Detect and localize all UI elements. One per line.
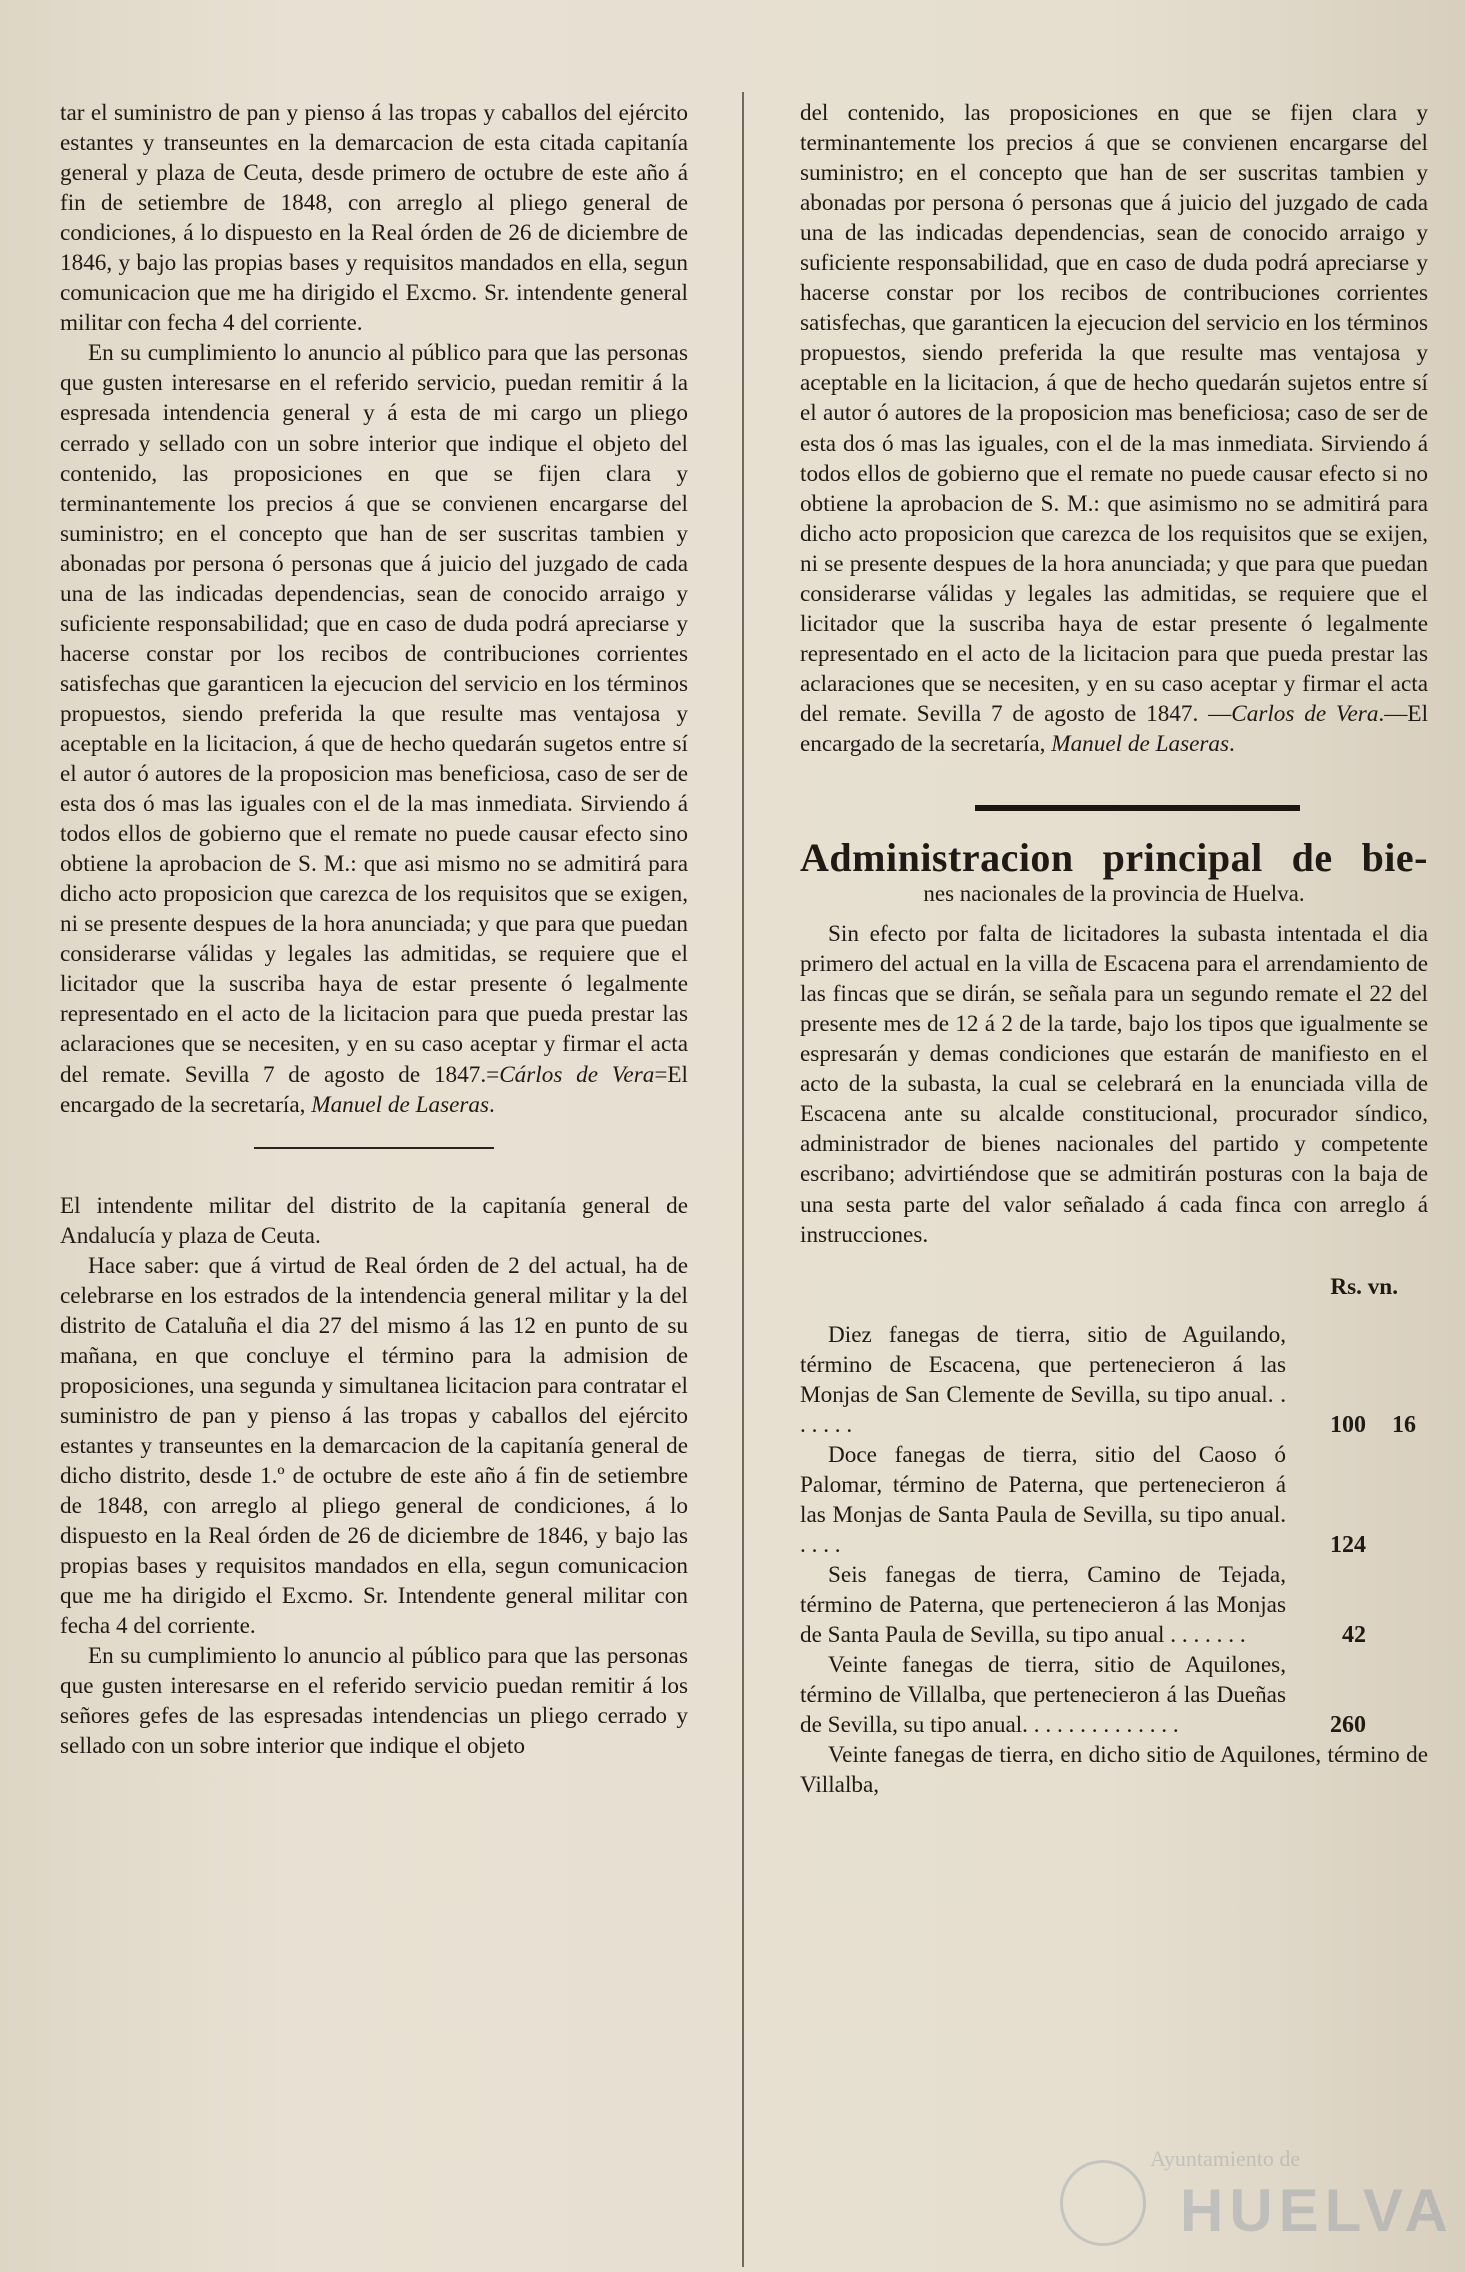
- signature-end: .: [1229, 730, 1235, 757]
- currency-units-label: Rs. vn.: [1330, 1273, 1398, 1300]
- subasta-paragraph: Sin efecto por falta de licitadores la subasta intentada el dia primero del actual en la villa de Escacena para el arrendamiento de las fincas que se dirán, se señala para un segundo remate el 22 del presente mes de 12 á 2 de la tarde, bajo los tipos que igualmente se espresarán y demas condiciones que estarán de manifiesto en el acto de la subasta, la cual se celebrará en la enunciada villa de Escacena ante su alcalde constitucional, procurador síndico, administrador de bienes nacionales del partido y competente escribano; advirtiéndose que se admitirán posturas con la baja de una sesta parte del valor señalado á cada finca con arreglo á instrucciones.: [800, 921, 1428, 1248]
- watermark-large-text: HUELVA: [1180, 2177, 1454, 2244]
- signature-end: .: [489, 1091, 495, 1118]
- lot-reales: 100: [1330, 1411, 1366, 1438]
- left-continuation-paragraph: tar el suministro de pan y pienso á las tropas y caballos del ejército estantes y transeuntes en la demarcacion de esta citada capitanía general y plaza de Ceuta, desde primero de octubre de este año á fin de setiembre de 1848, con arreglo al pliego general de condiciones, á lo dispuesto en la Real órden de 26 de diciembre de 1846, y bajo las propias bases y requisitos mandados en ella, segun comunicacion que me ha dirigido el Excmo. Sr. intendente general militar con fecha 4 del corriente.: [60, 100, 688, 337]
- right-column: [800, 98, 1428, 1800]
- left-announcement-paragraph: [60, 338, 688, 1119]
- right-continuation-paragraph: [800, 98, 1428, 759]
- section-divider-thick: [975, 805, 1300, 811]
- lot-amount: [1286, 1410, 1428, 1440]
- lot-description: Diez fanegas de tierra, sitio de Aguilando, término de Escacena, que pertenecieron á las Monjas de San Clemente de Sevilla, su tipo anual. . . . . . .: [800, 1321, 1286, 1438]
- signatory-name: Cárlos de Vera: [499, 1061, 655, 1088]
- section-divider: [254, 1147, 494, 1149]
- final-lot-paragraph: Veinte fanegas de tierra, en dicho sitio de Aquilones, término de Villalba,: [800, 1742, 1428, 1799]
- watermark-small-text: Ayuntamiento de: [1150, 2146, 1301, 2171]
- lot-description: Doce fanegas de tierra, sitio del Caoso ó Palomar, término de Paterna, que pertenecieron á las Monjas de Santa Paula de Sevilla, su tipo anual. . . . .: [800, 1441, 1286, 1558]
- archive-watermark: [1060, 2140, 1454, 2245]
- lot-description: Seis fanegas de tierra, Camino de Tejada, término de Paterna, que pertenecieron á las Monjas de Santa Paula de Sevilla, su tipo anual . . . . . . .: [800, 1562, 1286, 1649]
- lot-amount: [1286, 1620, 1428, 1650]
- lot-reales: 124: [1330, 1531, 1366, 1558]
- signature-separator: —: [1198, 700, 1232, 727]
- lot-amount: [1286, 1710, 1428, 1740]
- lot-amount: [1286, 1530, 1428, 1560]
- coat-of-arms-icon: [1060, 2160, 1146, 2246]
- signature-separator: =: [486, 1061, 500, 1088]
- property-lot: [800, 1320, 1428, 1440]
- property-lot: [800, 1560, 1428, 1650]
- property-lot: [800, 1650, 1428, 1740]
- lot-reales: 42: [1342, 1622, 1366, 1649]
- cumplimiento-paragraph: En su cumplimiento lo anuncio al público para que las personas que gusten interesarse en el referido servicio puedan remitir á los señores gefes de las espresadas intendencias un pliego cerrado y sellado con un sobre interior que indique el objeto: [60, 1643, 688, 1760]
- signatory-name: Carlos de Vera: [1231, 700, 1379, 727]
- secretary-name: Manuel de Laseras: [311, 1091, 490, 1118]
- secretary-title: .—El encargado de la secretaría,: [800, 700, 1429, 757]
- secretary-title: =El encargado de la secretaría,: [60, 1061, 688, 1118]
- lot-reales: 260: [1330, 1712, 1366, 1739]
- lot-description: Veinte fanegas de tierra, sitio de Aquilones, término de Villalba, que pertenecieron á las Dueñas de Sevilla, su tipo anual. . . . . . . . . . . . . .: [800, 1652, 1286, 1739]
- intendente-heading: El intendente militar del distrito de la capitanía general de Andalucía y plaza de Ceuta.: [60, 1192, 688, 1249]
- property-lot: [800, 1440, 1428, 1560]
- secretary-name: Manuel de Laseras: [1051, 730, 1230, 757]
- left-announcement-text: En su cumplimiento lo anuncio al público para que las personas que gusten interesarse en el referido servicio, puedan remitir á la espresada intendencia general y á esta de mi cargo un pliego cerrado y sellado con un sobre interior que indique el objeto del contenido, las proposiciones en que se fijen clara y terminantemente los precios á que se convienen encargarse del suministro; en el concepto que han de ser suscritas tambien y abonadas por persona ó personas que á juicio del juzgado de cada una de las indicadas dependencias, sean de conocido arraigo y suficiente responsabilidad; que en caso de duda podrá apreciarse y hacerse constar por los recibos de contribuciones corrientes satisfechas que garanticen la ejecucion del servicio en los términos propuestos, siendo preferida la que resulte mas ventajosa y aceptable en la licitacion, á que de hecho quedarán sugetos entre sí el autor ó autores de la proposicion mas beneficiosa, caso de ser de esta dos ó mas las iguales con el de la mas inmediata. Sirviendo á todos ellos de gobierno que el remate no puede causar efecto sino obtiene la aprobacion de S. M.: que asi mismo no se admitirá para dicho acto proposicion que carezca de los requisitos que se exigen, ni se presente despues de la hora anunciada; y que para que puedan considerarse válidas y legales las admitidas, se requiere que el licitador que la suscriba haya de estar presente ó legalmente representado en el acto de la licitacion para que pueda prestar las aclaraciones que se necesiten, y en su caso aceptar y firmar el acta del remate. Sevilla 7 de agosto de 1847.: [60, 340, 688, 1088]
- section-heading: Administracion principal de bie-: [800, 835, 1428, 881]
- hace-saber-paragraph: Hace saber: que á virtud de Real órden de 2 del actual, ha de celebrarse en los estrados de la intendencia general militar y la del distrito de Cataluña el dia 27 del mismo á las 12 en punto de su mañana, en que concluye el término para la admision de proposiciones, una segunda y simultanea licitacion para contratar el suministro de pan y pienso á las tropas y caballos del ejército estantes y transeuntes en la demarcacion de la capitanía general de dicho distrito, desde 1.º de octubre de este año á fin de setiembre de 1848, con arreglo al pliego general de condiciones, á lo dispuesto en la Real órden de 26 de diciembre de 1846, y bajo las propias bases y requisitos mandados en ella, segun comunicacion que me ha dirigido el Excmo. Sr. Intendente general militar con fecha 4 del corriente.: [60, 1252, 688, 1640]
- column-divider: [742, 92, 744, 2267]
- right-continuation-text: del contenido, las proposiciones en que se fijen clara y terminantemente los precios á que se convienen encargarse del suministro; en el concepto que han de ser suscritas tambien y abonadas por persona ó personas que á juicio del juzgado de cada una de las indicadas dependencias, sean de conocido arraigo y suficiente responsabilidad, que en caso de duda podrá apreciarse y hacerse constar por los recibos de contribuciones corrientes satisfechas, que garanticen la ejecucion del servicio en los términos propuestos, siendo preferida la que resulte mas ventajosa y aceptable en la licitacion, á que de hecho quedarán sujetos entre sí el autor ó autores de la proposicion mas beneficiosa; caso de ser de esta dos ó mas las iguales, con el de la mas inmediata. Sirviendo á todos ellos de gobierno que el remate no puede causar efecto si no obtiene la aprobacion de S. M.: que asimismo no se admitirá para dicho acto proposicion que carezca de los requisitos que se exijen, ni se presente despues de la hora anunciada; y que para que puedan considerarse válidas y legales las admitidas, se requiere que el licitador que la suscriba haya de estar presente ó legalmente representado en el acto de la licitacion para que pueda prestar las aclaraciones que se necesiten, y en su caso aceptar y firmar el acta del remate. Sevilla 7 de agosto de 1847.: [800, 100, 1428, 727]
- section-subheading: nes nacionales de la provincia de Huelva.: [923, 881, 1305, 907]
- left-column: [60, 98, 688, 1761]
- lot-maravedis: 16: [1392, 1411, 1416, 1438]
